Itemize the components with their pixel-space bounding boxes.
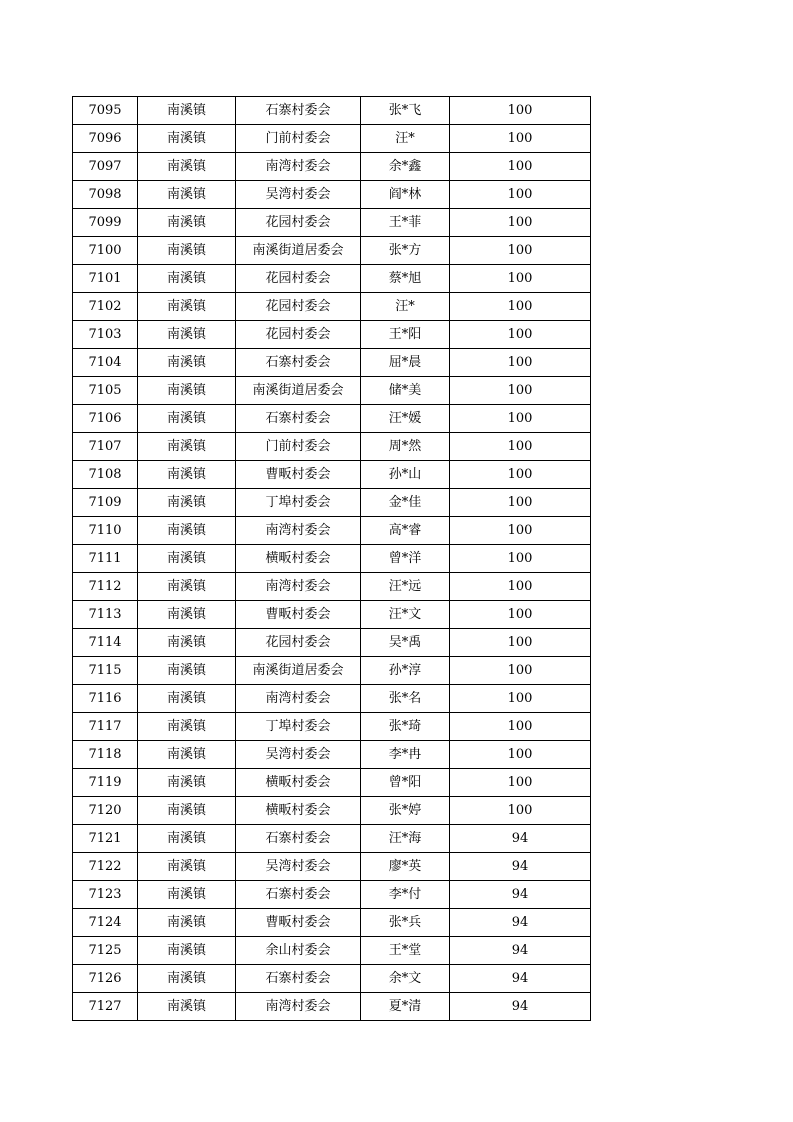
town-cell: 南溪镇	[138, 545, 236, 573]
committee-cell: 石寨村委会	[236, 405, 361, 433]
town-cell: 南溪镇	[138, 125, 236, 153]
table-row	[73, 937, 591, 965]
town-cell: 南溪镇	[138, 153, 236, 181]
amount-cell: 100	[450, 489, 591, 517]
amount-cell: 94	[450, 825, 591, 853]
name-cell: 张*名	[361, 685, 450, 713]
name-cell: 汪*远	[361, 573, 450, 601]
row-number-cell: 7127	[73, 993, 138, 1021]
town-cell: 南溪镇	[138, 489, 236, 517]
town-cell: 南溪镇	[138, 293, 236, 321]
table-row	[73, 237, 591, 265]
table-row	[73, 713, 591, 741]
table-row	[73, 825, 591, 853]
table-row	[73, 685, 591, 713]
amount-cell: 100	[450, 125, 591, 153]
row-number-cell: 7104	[73, 349, 138, 377]
amount-cell: 100	[450, 601, 591, 629]
name-cell: 曾*洋	[361, 545, 450, 573]
table-row	[73, 405, 591, 433]
row-number-cell: 7112	[73, 573, 138, 601]
amount-cell: 100	[450, 405, 591, 433]
town-cell: 南溪镇	[138, 657, 236, 685]
name-cell: 汪*海	[361, 825, 450, 853]
committee-cell: 横畈村委会	[236, 545, 361, 573]
row-number-cell: 7118	[73, 741, 138, 769]
name-cell: 阎*林	[361, 181, 450, 209]
table-row	[73, 881, 591, 909]
committee-cell: 南溪街道居委会	[236, 657, 361, 685]
table-row	[73, 293, 591, 321]
town-cell: 南溪镇	[138, 937, 236, 965]
amount-cell: 100	[450, 657, 591, 685]
row-number-cell: 7119	[73, 769, 138, 797]
name-cell: 储*美	[361, 377, 450, 405]
amount-cell: 100	[450, 741, 591, 769]
town-cell: 南溪镇	[138, 433, 236, 461]
committee-cell: 丁埠村委会	[236, 713, 361, 741]
committee-cell: 吴湾村委会	[236, 741, 361, 769]
row-number-cell: 7114	[73, 629, 138, 657]
row-number-cell: 7106	[73, 405, 138, 433]
committee-cell: 石寨村委会	[236, 825, 361, 853]
row-number-cell: 7100	[73, 237, 138, 265]
committee-cell: 花园村委会	[236, 209, 361, 237]
table-row	[73, 321, 591, 349]
town-cell: 南溪镇	[138, 797, 236, 825]
amount-cell: 100	[450, 181, 591, 209]
name-cell: 汪*媛	[361, 405, 450, 433]
town-cell: 南溪镇	[138, 881, 236, 909]
town-cell: 南溪镇	[138, 265, 236, 293]
amount-cell: 100	[450, 797, 591, 825]
table-row	[73, 377, 591, 405]
amount-cell: 100	[450, 461, 591, 489]
committee-cell: 南湾村委会	[236, 685, 361, 713]
town-cell: 南溪镇	[138, 517, 236, 545]
town-cell: 南溪镇	[138, 685, 236, 713]
committee-cell: 吴湾村委会	[236, 181, 361, 209]
roster-table	[72, 96, 591, 1021]
row-number-cell: 7115	[73, 657, 138, 685]
amount-cell: 100	[450, 713, 591, 741]
committee-cell: 花园村委会	[236, 265, 361, 293]
committee-cell: 南湾村委会	[236, 573, 361, 601]
town-cell: 南溪镇	[138, 209, 236, 237]
name-cell: 金*佳	[361, 489, 450, 517]
name-cell: 孙*山	[361, 461, 450, 489]
amount-cell: 100	[450, 629, 591, 657]
amount-cell: 100	[450, 517, 591, 545]
committee-cell: 吴湾村委会	[236, 853, 361, 881]
table-row	[73, 181, 591, 209]
table-row	[73, 153, 591, 181]
row-number-cell: 7101	[73, 265, 138, 293]
committee-cell: 南湾村委会	[236, 517, 361, 545]
committee-cell: 南湾村委会	[236, 153, 361, 181]
committee-cell: 横畈村委会	[236, 797, 361, 825]
table-row	[73, 909, 591, 937]
row-number-cell: 7122	[73, 853, 138, 881]
town-cell: 南溪镇	[138, 769, 236, 797]
table-row	[73, 965, 591, 993]
committee-cell: 石寨村委会	[236, 965, 361, 993]
town-cell: 南溪镇	[138, 909, 236, 937]
table-row	[73, 657, 591, 685]
amount-cell: 100	[450, 377, 591, 405]
name-cell: 孙*淳	[361, 657, 450, 685]
table-row	[73, 797, 591, 825]
amount-cell: 100	[450, 237, 591, 265]
row-number-cell: 7097	[73, 153, 138, 181]
row-number-cell: 7116	[73, 685, 138, 713]
town-cell: 南溪镇	[138, 825, 236, 853]
table-row	[73, 433, 591, 461]
committee-cell: 曹畈村委会	[236, 601, 361, 629]
amount-cell: 100	[450, 209, 591, 237]
row-number-cell: 7099	[73, 209, 138, 237]
table-row	[73, 545, 591, 573]
committee-cell: 石寨村委会	[236, 881, 361, 909]
amount-cell: 100	[450, 293, 591, 321]
amount-cell: 94	[450, 937, 591, 965]
committee-cell: 门前村委会	[236, 433, 361, 461]
name-cell: 汪*	[361, 293, 450, 321]
table-row	[73, 489, 591, 517]
town-cell: 南溪镇	[138, 853, 236, 881]
row-number-cell: 7120	[73, 797, 138, 825]
committee-cell: 石寨村委会	[236, 97, 361, 125]
committee-cell: 曹畈村委会	[236, 461, 361, 489]
amount-cell: 100	[450, 545, 591, 573]
row-number-cell: 7107	[73, 433, 138, 461]
row-number-cell: 7110	[73, 517, 138, 545]
town-cell: 南溪镇	[138, 741, 236, 769]
committee-cell: 丁埠村委会	[236, 489, 361, 517]
town-cell: 南溪镇	[138, 237, 236, 265]
table-row	[73, 125, 591, 153]
town-cell: 南溪镇	[138, 573, 236, 601]
name-cell: 余*鑫	[361, 153, 450, 181]
row-number-cell: 7109	[73, 489, 138, 517]
table-row	[73, 993, 591, 1021]
town-cell: 南溪镇	[138, 321, 236, 349]
row-number-cell: 7111	[73, 545, 138, 573]
table-row	[73, 461, 591, 489]
table-row	[73, 97, 591, 125]
town-cell: 南溪镇	[138, 993, 236, 1021]
name-cell: 周*然	[361, 433, 450, 461]
row-number-cell: 7108	[73, 461, 138, 489]
row-number-cell: 7113	[73, 601, 138, 629]
committee-cell: 余山村委会	[236, 937, 361, 965]
name-cell: 吴*禹	[361, 629, 450, 657]
town-cell: 南溪镇	[138, 461, 236, 489]
roster-table-body	[73, 97, 591, 1021]
name-cell: 蔡*旭	[361, 265, 450, 293]
name-cell: 汪*	[361, 125, 450, 153]
amount-cell: 100	[450, 685, 591, 713]
town-cell: 南溪镇	[138, 97, 236, 125]
name-cell: 屈*晨	[361, 349, 450, 377]
amount-cell: 100	[450, 349, 591, 377]
town-cell: 南溪镇	[138, 601, 236, 629]
amount-cell: 100	[450, 769, 591, 797]
row-number-cell: 7121	[73, 825, 138, 853]
row-number-cell: 7098	[73, 181, 138, 209]
amount-cell: 94	[450, 965, 591, 993]
amount-cell: 94	[450, 993, 591, 1021]
town-cell: 南溪镇	[138, 181, 236, 209]
committee-cell: 南湾村委会	[236, 993, 361, 1021]
table-row	[73, 629, 591, 657]
name-cell: 夏*清	[361, 993, 450, 1021]
name-cell: 张*方	[361, 237, 450, 265]
table-row	[73, 741, 591, 769]
name-cell: 高*睿	[361, 517, 450, 545]
table-row	[73, 769, 591, 797]
row-number-cell: 7117	[73, 713, 138, 741]
row-number-cell: 7096	[73, 125, 138, 153]
table-row	[73, 853, 591, 881]
name-cell: 余*文	[361, 965, 450, 993]
amount-cell: 100	[450, 265, 591, 293]
committee-cell: 花园村委会	[236, 293, 361, 321]
amount-cell: 94	[450, 881, 591, 909]
amount-cell: 100	[450, 321, 591, 349]
amount-cell: 100	[450, 97, 591, 125]
name-cell: 张*兵	[361, 909, 450, 937]
table-row	[73, 209, 591, 237]
row-number-cell: 7125	[73, 937, 138, 965]
name-cell: 王*阳	[361, 321, 450, 349]
amount-cell: 94	[450, 909, 591, 937]
town-cell: 南溪镇	[138, 965, 236, 993]
name-cell: 李*冉	[361, 741, 450, 769]
name-cell: 张*琦	[361, 713, 450, 741]
town-cell: 南溪镇	[138, 713, 236, 741]
town-cell: 南溪镇	[138, 349, 236, 377]
table-row	[73, 517, 591, 545]
amount-cell: 100	[450, 433, 591, 461]
row-number-cell: 7105	[73, 377, 138, 405]
row-number-cell: 7123	[73, 881, 138, 909]
committee-cell: 南溪街道居委会	[236, 377, 361, 405]
table-row	[73, 265, 591, 293]
name-cell: 张*婷	[361, 797, 450, 825]
amount-cell: 100	[450, 573, 591, 601]
amount-cell: 100	[450, 153, 591, 181]
committee-cell: 石寨村委会	[236, 349, 361, 377]
table-row	[73, 573, 591, 601]
table-row	[73, 601, 591, 629]
town-cell: 南溪镇	[138, 405, 236, 433]
committee-cell: 南溪街道居委会	[236, 237, 361, 265]
name-cell: 曾*阳	[361, 769, 450, 797]
row-number-cell: 7124	[73, 909, 138, 937]
name-cell: 李*付	[361, 881, 450, 909]
committee-cell: 门前村委会	[236, 125, 361, 153]
name-cell: 王*堂	[361, 937, 450, 965]
row-number-cell: 7095	[73, 97, 138, 125]
name-cell: 张*飞	[361, 97, 450, 125]
committee-cell: 曹畈村委会	[236, 909, 361, 937]
committee-cell: 花园村委会	[236, 321, 361, 349]
town-cell: 南溪镇	[138, 629, 236, 657]
row-number-cell: 7103	[73, 321, 138, 349]
name-cell: 廖*英	[361, 853, 450, 881]
amount-cell: 94	[450, 853, 591, 881]
committee-cell: 花园村委会	[236, 629, 361, 657]
row-number-cell: 7102	[73, 293, 138, 321]
name-cell: 王*菲	[361, 209, 450, 237]
committee-cell: 横畈村委会	[236, 769, 361, 797]
name-cell: 汪*文	[361, 601, 450, 629]
table-row	[73, 349, 591, 377]
row-number-cell: 7126	[73, 965, 138, 993]
town-cell: 南溪镇	[138, 377, 236, 405]
